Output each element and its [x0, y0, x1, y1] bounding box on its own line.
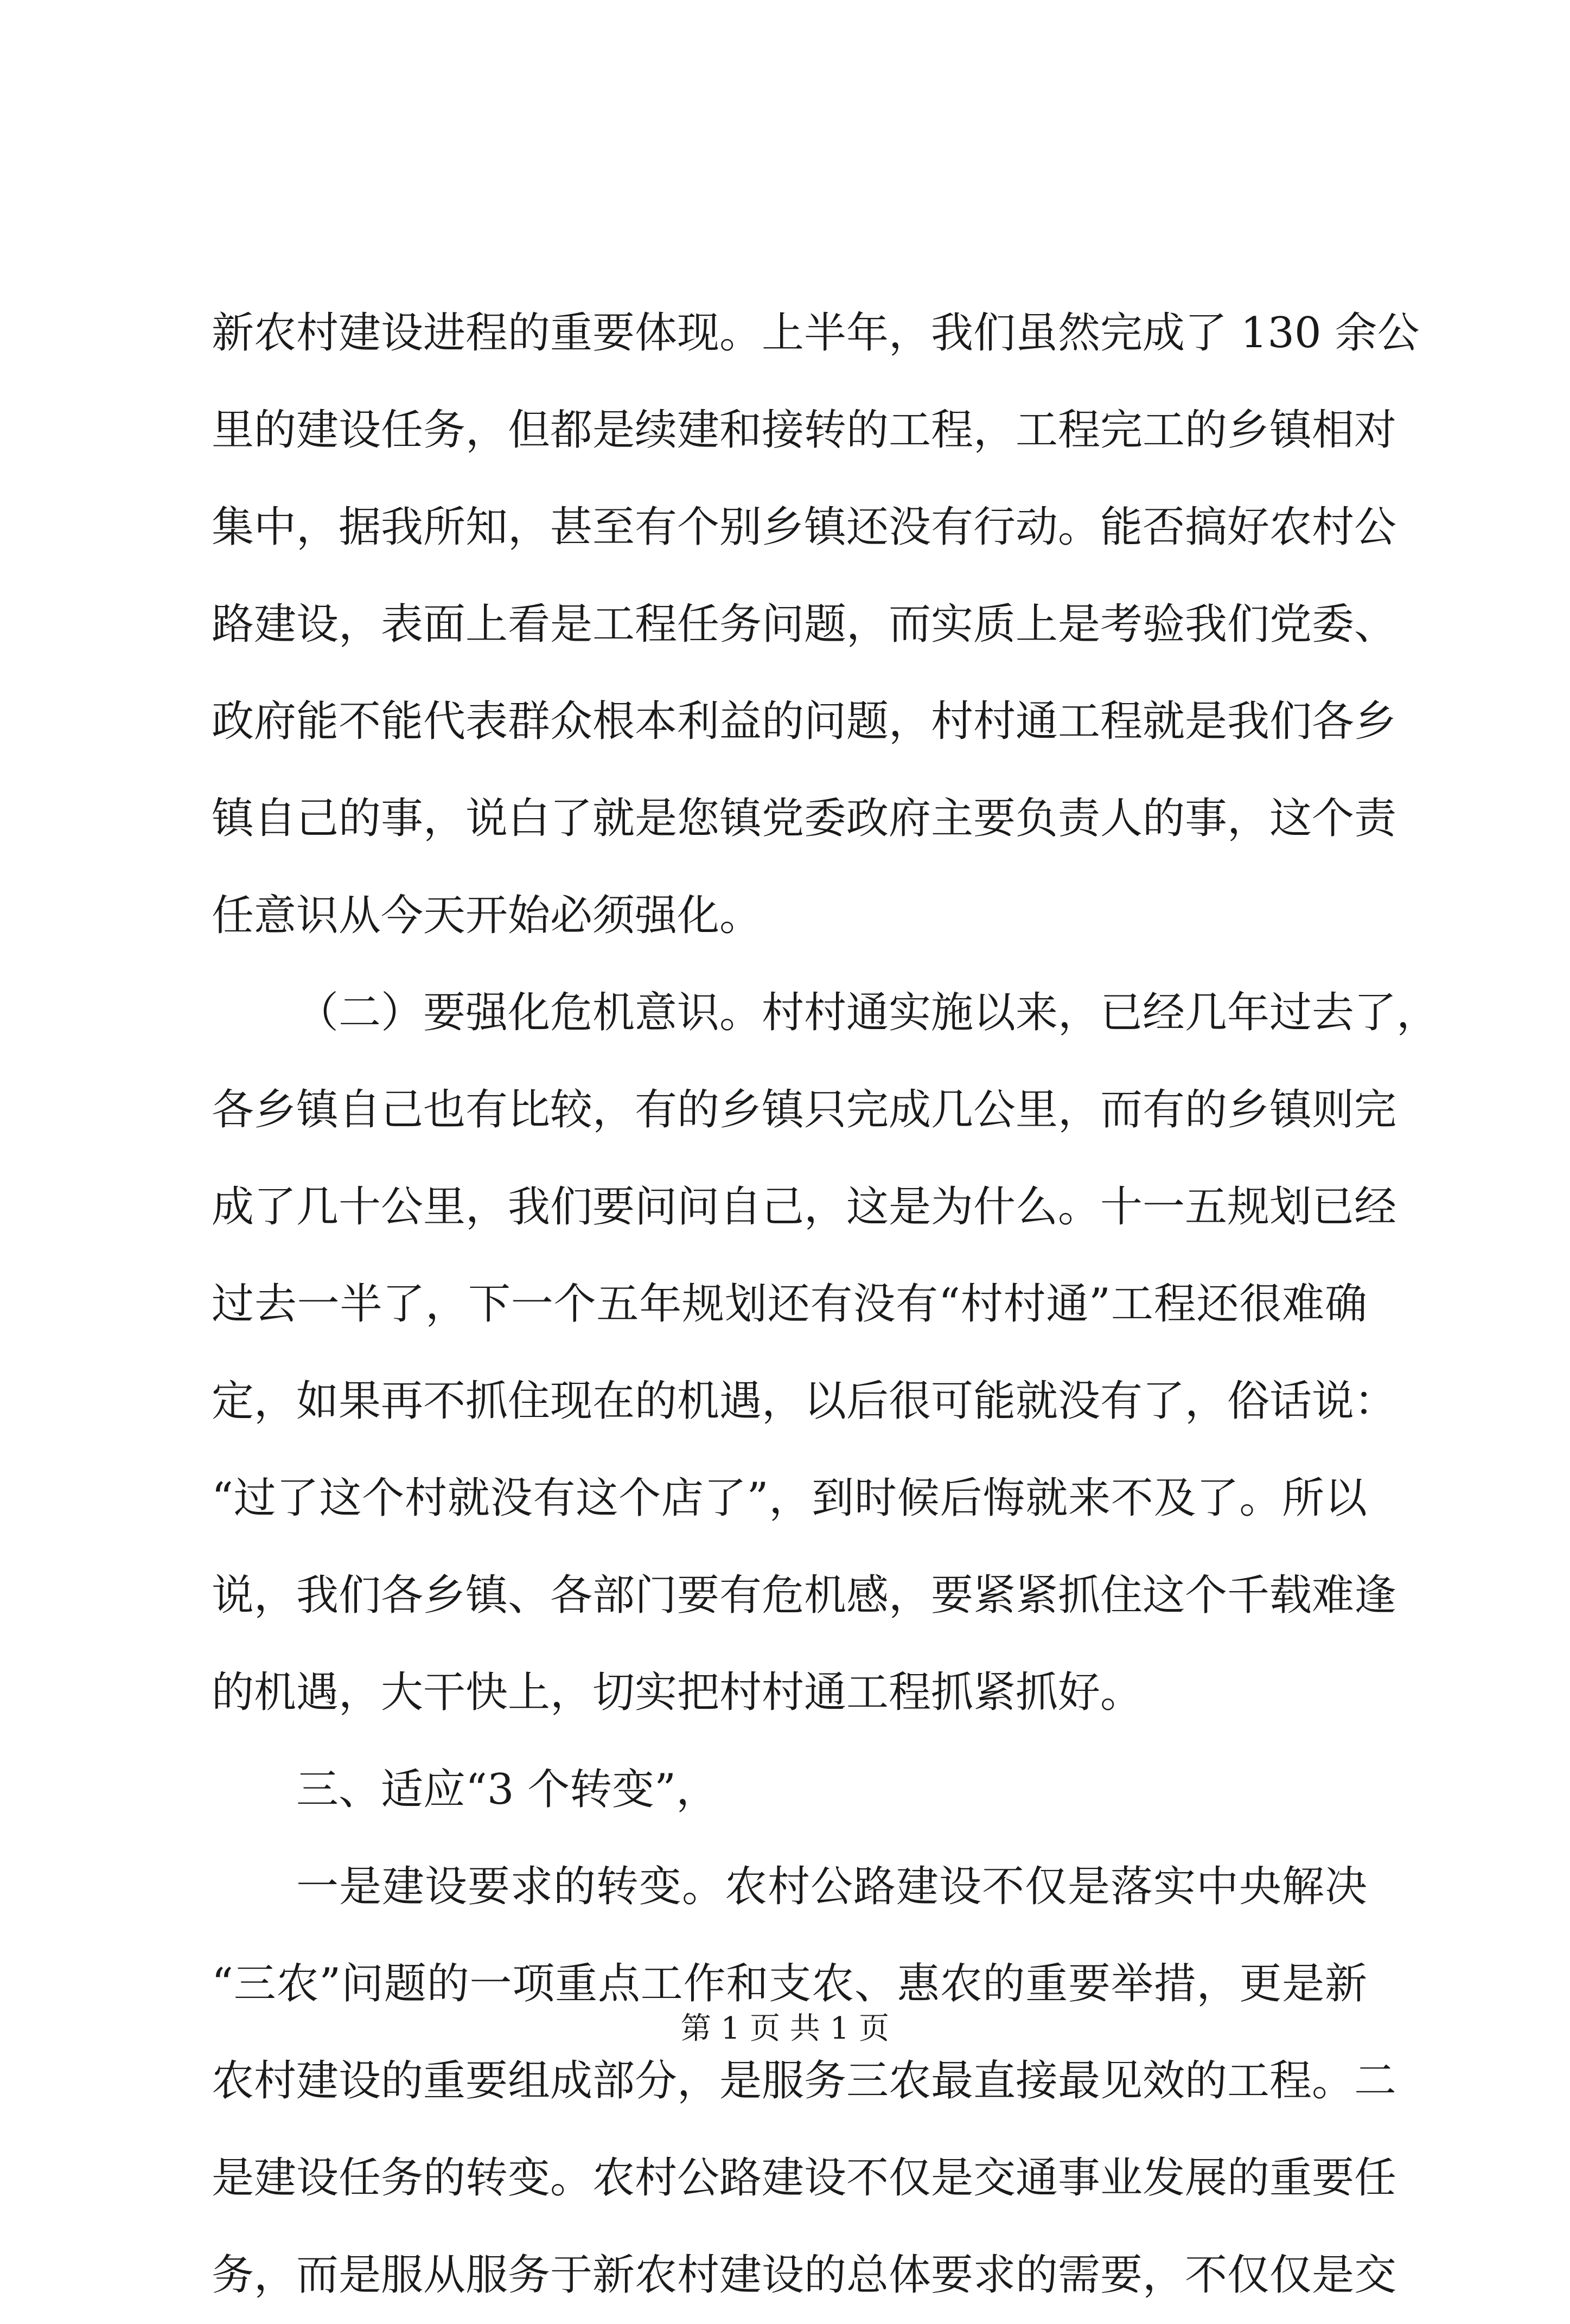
text-line: “三农”问题的一项重点工作和支农、惠农的重要举措，更是新 — [212, 1959, 1367, 2008]
text-line: “过了这个村就没有这个店了”，到时候后悔就来不及了。所以 — [212, 1474, 1367, 1523]
text-line: 新农村建设进程的重要体现。上半年，我们虽然完成了 130 余公 — [212, 309, 1420, 357]
text-line: 的机遇，大干快上，切实把村村通工程抓紧抓好。 — [212, 1668, 1143, 1717]
text-line: 务，而是服从服务于新农村建设的总体要求的需要，不仅仅是交 — [212, 2251, 1397, 2300]
text-line: 是建设任务的转变。农村公路建设不仅是交通事业发展的重要任 — [212, 2154, 1397, 2202]
text-line: 定，如果再不抓住现在的机遇，以后很可能就没有了，俗话说： — [212, 1377, 1397, 1426]
text-line: 镇自己的事，说白了就是您镇党委政府主要负责人的事，这个责 — [212, 794, 1397, 843]
text-line: 里的建设任务，但都是续建和接转的工程，工程完工的乡镇相对 — [212, 406, 1397, 455]
text-line: 政府能不能代表群众根本利益的问题，村村通工程就是我们各乡 — [212, 697, 1397, 746]
text-line: 农村建设的重要组成部分，是服务三农最直接最见效的工程。二 — [212, 2057, 1397, 2105]
text-line: 过去一半了，下一个五年规划还有没有“村村通”工程还很难确 — [212, 1280, 1367, 1329]
text-line: 任意识从今天开始必须强化。 — [212, 891, 762, 940]
text-line: 成了几十公里，我们要问问自己，这是为什么。十一五规划已经 — [212, 1183, 1397, 1231]
text-line: 各乡镇自己也有比较，有的乡镇只完成几公里，而有的乡镇则完 — [212, 1086, 1397, 1134]
text-line: 一是建设要求的转变。农村公路建设不仅是落实中央解决 — [296, 1862, 1367, 1911]
text-line: 路建设，表面上看是工程任务问题，而实质上是考验我们党委、 — [212, 600, 1397, 649]
section-heading: 三、适应“3 个转变”， — [296, 1765, 719, 1814]
page-footer — [0, 2007, 1570, 2051]
text-line: 集中，据我所知，甚至有个别乡镇还没有行动。能否搞好农村公 — [212, 503, 1397, 552]
page-number-label: 第 1 页 共 1 页 — [680, 2011, 890, 2046]
text-line: 说，我们各乡镇、各部门要有危机感，要紧紧抓住这个千载难逢 — [212, 1571, 1397, 1620]
text-line: （二）要强化危机意识。村村通实施以来，已经几年过去了， — [296, 988, 1439, 1037]
